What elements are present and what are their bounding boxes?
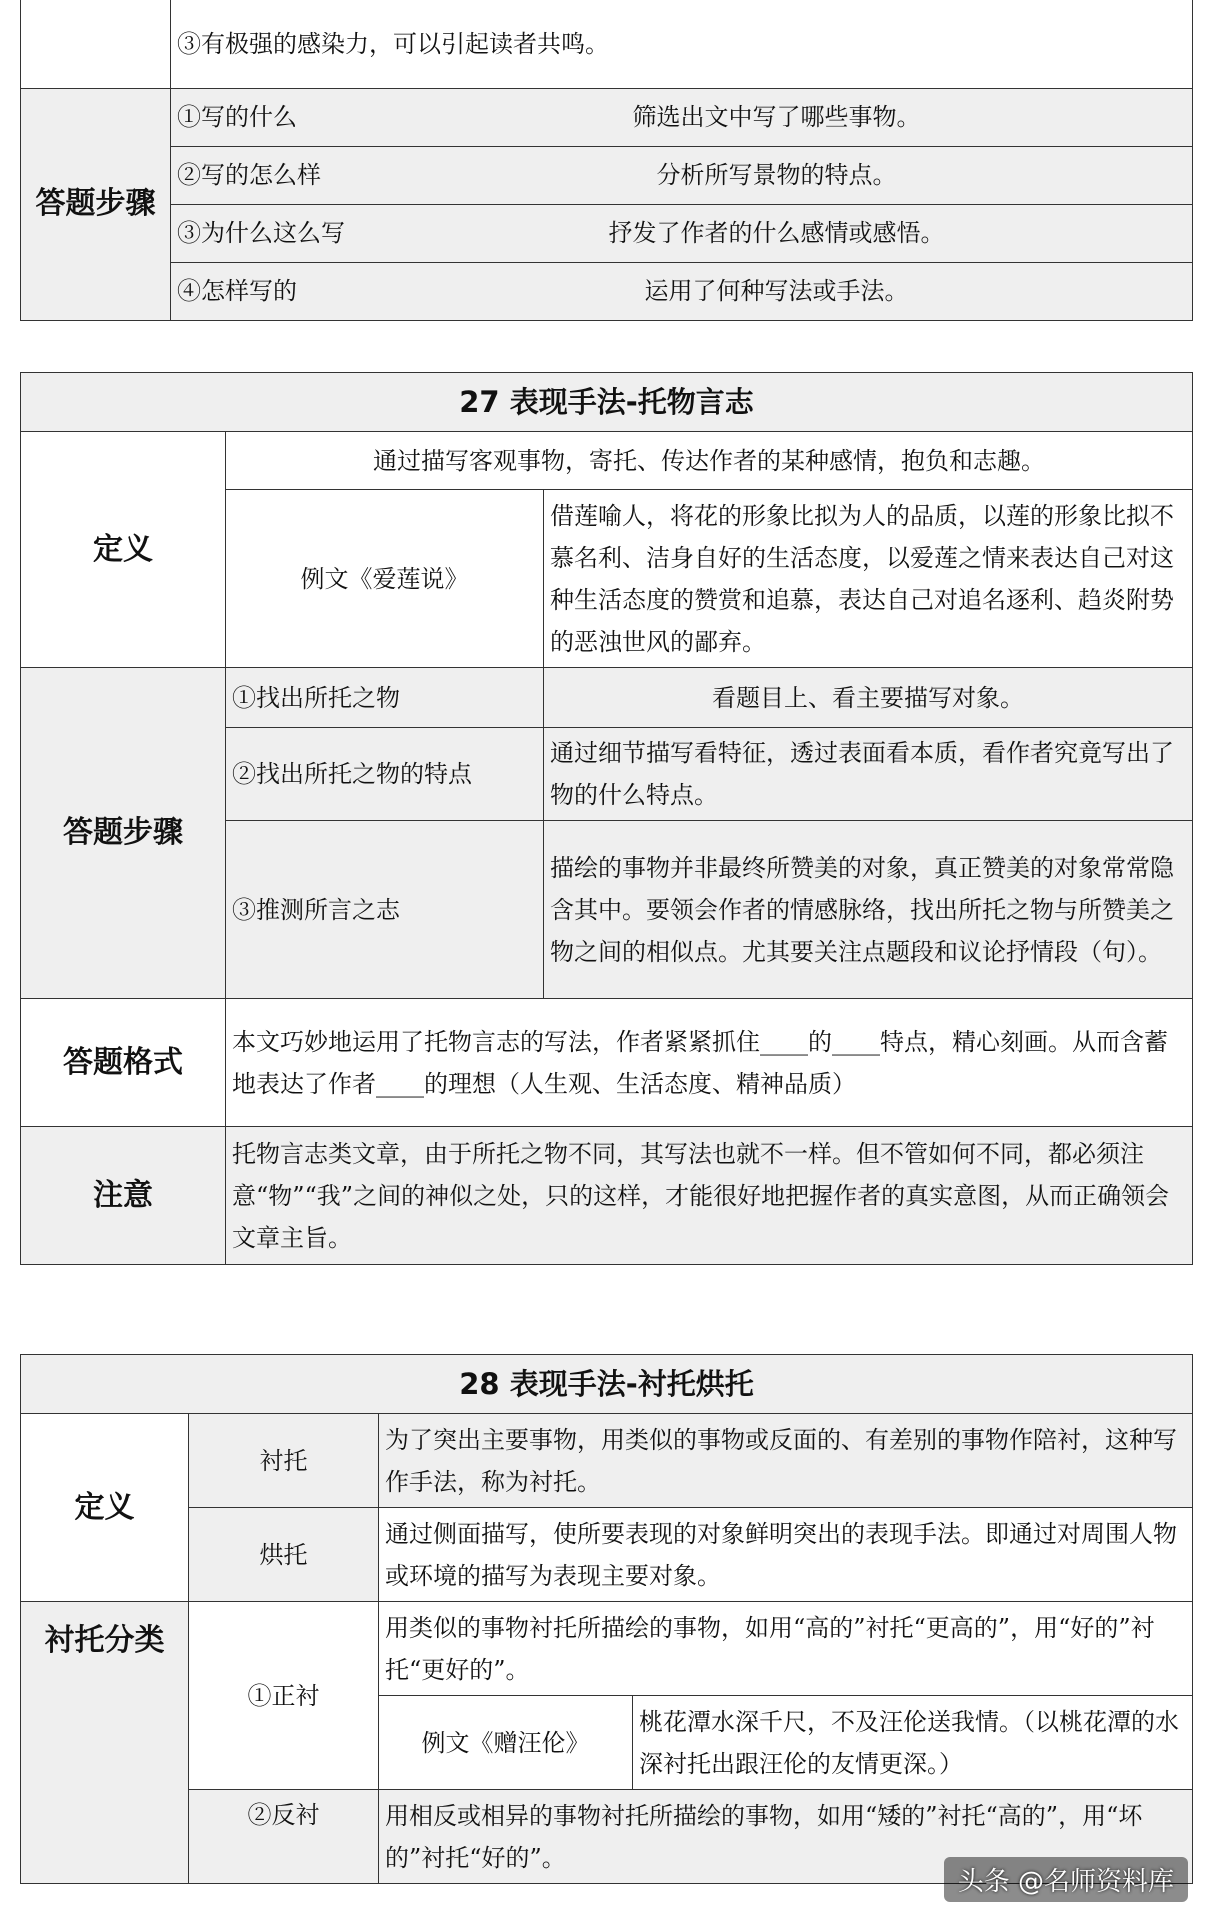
t27-step-right: 描绘的事物并非最终所赞美的对象，真正赞美的对象常常隐含其中。要领会作者的情感脉络，找出所托之物与所赞美之物之间的相似点。尤其要关注点题段和议论抒情段（句）。 (544, 821, 1193, 999)
t28-chentuo-label: 衬托 (189, 1414, 379, 1508)
t28-hongtuo-text: 通过侧面描写，使所要表现的对象鲜明突出的表现手法。即通过对周围人物或环境的描写为表现主要对象。 (379, 1508, 1193, 1602)
top-step-row: ①写的什么 筛选出文中写了哪些事物。 (171, 88, 1193, 146)
top-table (20, 0, 1193, 321)
t28-chentuo-text: 为了突出主要事物，用类似的事物或反面的、有差别的事物作陪衬，这种写作手法，称为衬托。 (379, 1414, 1193, 1508)
t27-note-text: 托物言志类文章，由于所托之物不同，其写法也就不一样。但不管如何不同，都必须注意“物”“我”之间的神似之处，只的这样，才能很好地把握作者的真实意图，从而正确领会文章主旨。 (226, 1127, 1193, 1265)
t27-def-label: 定义 (21, 432, 226, 668)
t27-def-text: 通过描写客观事物，寄托、传达作者的某种感情，抱负和志趣。 (226, 432, 1193, 490)
t28-class-label: 衬托分类 (21, 1602, 189, 1884)
top-steps-label: 答题步骤 (21, 88, 171, 320)
t27-step-right: 通过细节描写看特征，透过表面看本质，看作者究竟写出了物的什么特点。 (544, 728, 1193, 821)
t27-step-left: ③推测所言之志 (226, 821, 544, 999)
t27-format-label: 答题格式 (21, 999, 226, 1127)
t27-example-label: 例文《爱莲说》 (226, 490, 544, 668)
t27-example-text: 借莲喻人，将花的形象比拟为人的品质，以莲的形象比拟不慕名利、洁身自好的生活态度，以爱莲之情来表达自己对这种生活态度的赞赏和追慕，表达自己对追名逐利、趋炎附势的恶浊世风的鄙弃。 (544, 490, 1193, 668)
t27-format-text: 本文巧妙地运用了托物言志的写法，作者紧紧抓住____的____特点，精心刻画。从而含蓄地表达了作者____的理想（人生观、生活态度、精神品质） (226, 999, 1193, 1127)
top-step-row: ③为什么这么写 抒发了作者的什么感情或感悟。 (171, 204, 1193, 262)
t27-note-label: 注意 (21, 1127, 226, 1265)
table-27 (20, 372, 1193, 1265)
top-step-row: ②写的怎么样 分析所写景物的特点。 (171, 146, 1193, 204)
t27-step-right: 看题目上、看主要描写对象。 (544, 668, 1193, 728)
t28-def-label: 定义 (21, 1414, 189, 1602)
t28-zheng-text: 用类似的事物衬托所描绘的事物，如用“高的”衬托“更高的”，用“好的”衬托“更好的”。 (379, 1602, 1193, 1696)
t27-step-left: ①找出所托之物 (226, 668, 544, 728)
top-blank-cell (21, 0, 171, 88)
t28-zheng-label: ①正衬 (189, 1602, 379, 1790)
top-step-row: ④怎样写的 运用了何种写法或手法。 (171, 262, 1193, 320)
t28-zheng-example-label: 例文《赠汪伦》 (379, 1696, 633, 1790)
t28-fan-text: 用相反或相异的事物衬托所描绘的事物，如用“矮的”衬托“高的”，用“坏的”衬托“好的”。 (379, 1790, 1193, 1884)
t28-fan-label: ②反衬 (189, 1790, 379, 1884)
table-28-title: 28 表现手法-衬托烘托 (21, 1355, 1193, 1414)
table-28 (20, 1354, 1193, 1884)
t28-zheng-example-text: 桃花潭水深千尺，不及汪伦送我情。（以桃花潭的水深衬托出跟汪伦的友情更深。） (633, 1696, 1193, 1790)
t28-hongtuo-label: 烘托 (189, 1508, 379, 1602)
t27-step-left: ②找出所托之物的特点 (226, 728, 544, 821)
t27-steps-label: 答题步骤 (21, 668, 226, 999)
top-cont-line: ③有极强的感染力，可以引起读者共鸣。 (171, 0, 1193, 88)
watermark: 头条 @名师资料库 (944, 1857, 1188, 1902)
table-27-title: 27 表现手法-托物言志 (21, 373, 1193, 432)
